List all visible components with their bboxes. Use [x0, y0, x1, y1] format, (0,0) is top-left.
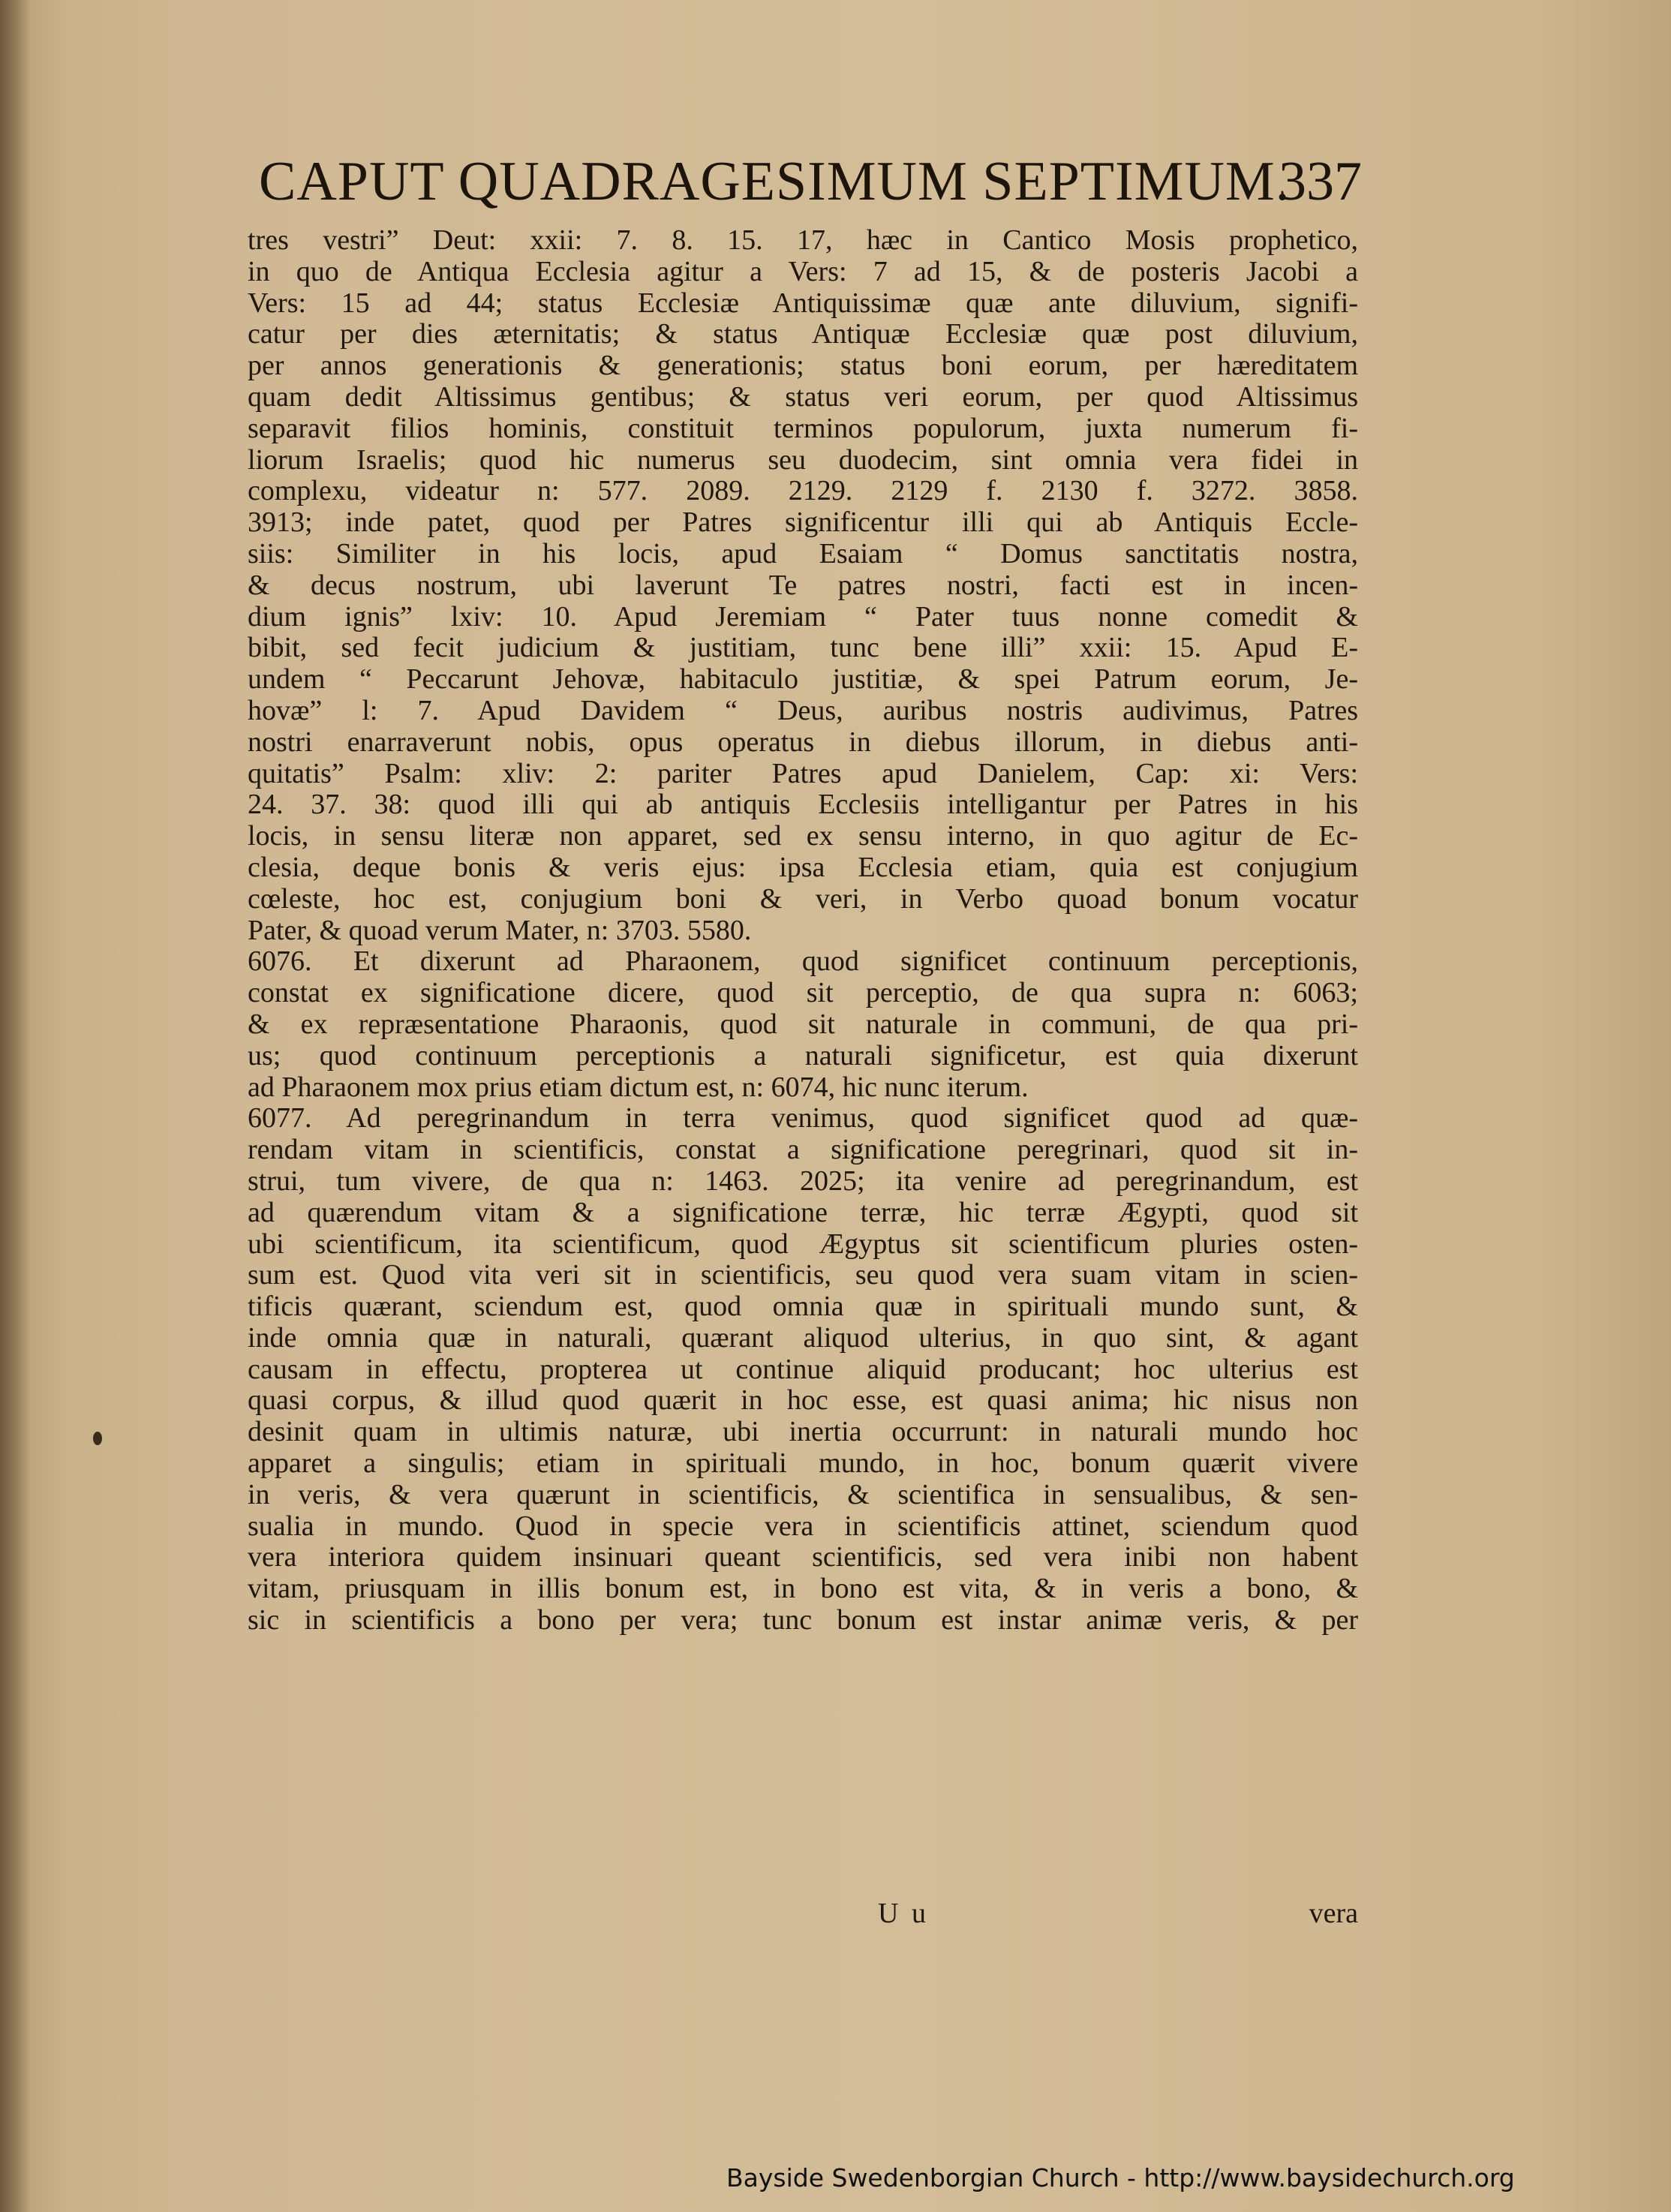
- text-line: ad Pharaonem mox prius etiam dictum est, n: 6074, hic nunc iterum.: [248, 1071, 1029, 1103]
- text-line: inde omnia quæ in naturali, quærant aliquod ulterius, in quo sint, & agant: [248, 1322, 1358, 1354]
- text-line: sic in scientificis a bono per vera; tunc bonum est instar animæ veris, & per: [248, 1605, 1358, 1636]
- text-line: & decus nostrum, ubi laverunt Te patres nostri, facti est in incen-: [248, 570, 1358, 601]
- text-line: in quo de Antiqua Ecclesia agitur a Vers: 7 ad 15, & de posteris Jacobi a: [248, 256, 1358, 287]
- text-line: Vers: 15 ad 44; status Ecclesiæ Antiquissimæ quæ ante diluvium, signifi-: [248, 287, 1358, 319]
- text-line: 24. 37. 38: quod illi qui ab antiquis Ecclesiis intelligantur per Patres in his: [248, 789, 1358, 821]
- text-line: 3913; inde patet, quod per Patres significentur illi qui ab Antiquis Eccle-: [248, 507, 1358, 539]
- text-line: catur per dies æternitatis; & status Antiquæ Ecclesiæ quæ post diluvium,: [248, 319, 1358, 350]
- text-line: nostri enarraverunt nobis, opus operatus in diebus illorum, in diebus anti-: [248, 726, 1358, 758]
- text-line: strui, tum vivere, de qua n: 1463. 2025; ita venire ad peregrinandum, est: [248, 1165, 1358, 1197]
- text-line: siis: Similiter in his locis, apud Esaiam “ Domus sanctitatis nostra,: [248, 538, 1358, 570]
- text-line: ad quærendum vitam & a significatione terræ, hic terræ Ægypti, quod sit: [248, 1197, 1358, 1228]
- text-line: & ex repræsentatione Pharaonis, quod sit naturale in communi, de qua pri-: [248, 1008, 1358, 1040]
- text-line: per annos generationis & generationis; status boni eorum, per hæreditatem: [248, 350, 1358, 382]
- text-line: desinit quam in ultimis naturæ, ubi inertia occurrunt: in naturali mundo hoc: [248, 1417, 1358, 1448]
- text-line: constat ex significatione dicere, quod sit perceptio, de qua supra n: 6063;: [248, 978, 1358, 1009]
- text-line: 6076. Et dixerunt ad Pharaonem, quod significet continuum perceptionis,: [248, 946, 1358, 978]
- text-line: complexu, videatur n: 577. 2089. 2129. 2129 f. 2130 f. 3272. 3858.: [248, 476, 1358, 507]
- text-line: locis, in sensu literæ non apparet, sed ex sensu interno, in quo agitur de Ec-: [248, 821, 1358, 852]
- text-line: sum est. Quod vita veri sit in scientificis, seu quod vera suam vitam in scien-: [248, 1260, 1358, 1291]
- text-line: rendam vitam in scientificis, constat a significatione peregrinari, quod sit in-: [248, 1135, 1358, 1166]
- text-line: liorum Israelis; quod hic numerus seu duodecim, sint omnia vera fidei in: [248, 444, 1358, 476]
- text-line: separavit filios hominis, constituit terminos populorum, juxta numerum fi-: [248, 413, 1358, 444]
- body-text: [248, 225, 1358, 1636]
- watermark-text: Bayside Swedenborgian Church - http://www.baysidechurch.org: [726, 2163, 1515, 2192]
- text-line: cœleste, hoc est, conjugium boni & veri, in Verbo quoad bonum vocatur: [248, 883, 1358, 915]
- text-line: in veris, & vera quærunt in scientificis, & scientifica in sensualibus, & sen-: [248, 1479, 1358, 1510]
- text-line: hovæ” l: 7. Apud Davidem “ Deus, auribus nostris audivimus, Patres: [248, 695, 1358, 726]
- page-footer: [248, 1897, 1358, 1934]
- text-line: 6077. Ad peregrinandum in terra venimus, quod significet quod ad quæ-: [248, 1103, 1358, 1135]
- text-line: Pater, & quoad verum Mater, n: 3703. 5580.: [248, 915, 752, 946]
- text-line: dium ignis” lxiv: 10. Apud Jeremiam “ Pater tuus nonne comedit &: [248, 601, 1358, 633]
- signature-mark: U u: [878, 1898, 929, 1929]
- page-number: 337: [1279, 151, 1362, 212]
- text-line: vitam, priusquam in illis bonum est, in bono est vita, & in veris a bono, &: [248, 1573, 1358, 1605]
- text-line: quitatis” Psalm: xliv: 2: pariter Patres apud Danielem, Cap: xi: Vers:: [248, 758, 1358, 789]
- text-line: causam in effectu, propterea ut continue aliquid producant; hoc ulterius est: [248, 1354, 1358, 1385]
- text-line: clesia, deque bonis & veris ejus: ipsa Ecclesia etiam, quia est conjugium: [248, 852, 1358, 883]
- text-line: quam dedit Altissimus gentibus; & status veri eorum, per quod Altissimus: [248, 381, 1358, 413]
- text-line: quasi corpus, & illud quod quærit in hoc esse, est quasi anima; hic nisus non: [248, 1385, 1358, 1417]
- text-line: ubi scientificum, ita scientificum, quod Ægyptus sit scientificum pluries osten-: [248, 1228, 1358, 1260]
- text-line: tres vestri” Deut: xxii: 7. 8. 15. 17, hæc in Cantico Mosis prophetico,: [248, 225, 1358, 256]
- text-line: sualia in mundo. Quod in specie vera in scientificis attinet, sciendum quod: [248, 1510, 1358, 1542]
- ink-spot: [93, 1432, 102, 1445]
- text-line: bibit, sed fecit judicium & justitiam, tunc bene illi” xxii: 15. Apud E-: [248, 633, 1358, 664]
- text-line: undem “ Peccarunt Jehovæ, habitaculo justitiæ, & spei Patrum eorum, Je-: [248, 664, 1358, 696]
- text-line: tificis quærant, sciendum est, quod omnia quæ in spirituali mundo sunt, &: [248, 1291, 1358, 1323]
- catchword: vera: [1309, 1898, 1358, 1929]
- running-title: CAPUT QUADRAGESIMUM SEPTIMUM.: [259, 151, 1291, 212]
- page-header: [259, 147, 1362, 230]
- text-line: us; quod continuum perceptionis a naturali significetur, est quia dixerunt: [248, 1040, 1358, 1071]
- binding-gutter: [0, 0, 30, 2212]
- text-line: apparet a singulis; etiam in spirituali mundo, in hoc, bonum quærit vivere: [248, 1448, 1358, 1480]
- text-line: vera interiora quidem insinuari queant scientificis, sed vera inibi non habent: [248, 1542, 1358, 1573]
